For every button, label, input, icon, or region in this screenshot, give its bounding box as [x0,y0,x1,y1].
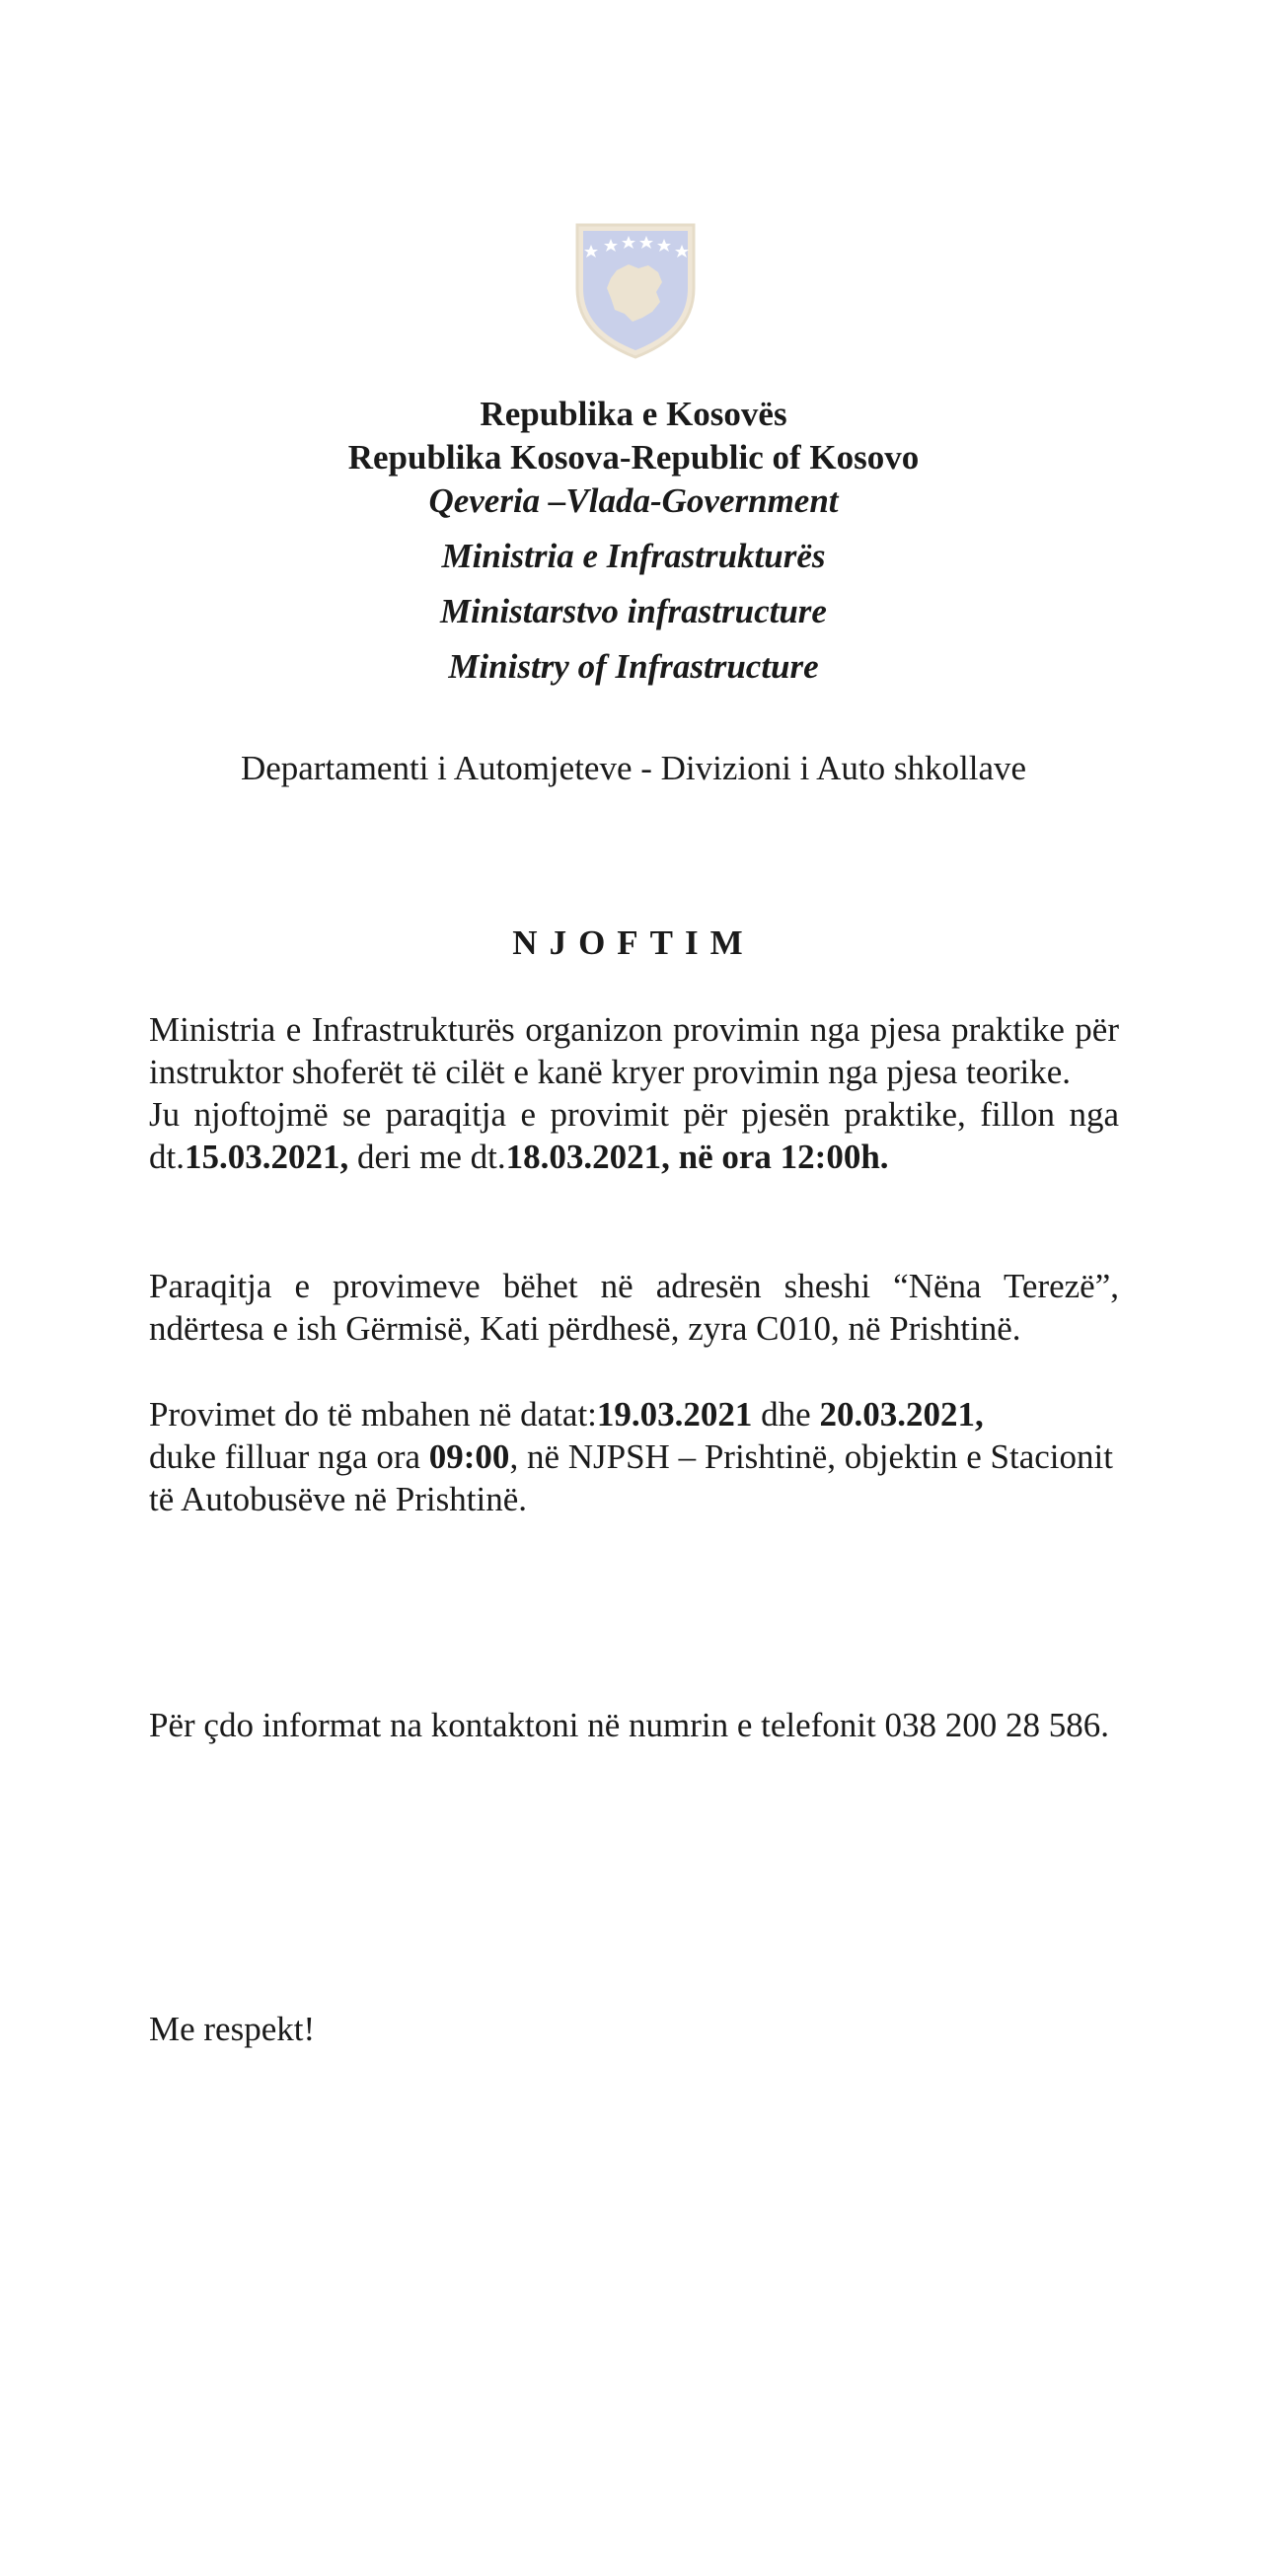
registration-date-end: 18.03.2021, në ora 12:00h. [505,1138,889,1176]
kosovo-coat-of-arms-icon [569,219,702,361]
closing-salutation: Me respekt! [149,2010,316,2048]
contact-text: Për çdo informat na kontaktoni në numrin e telefonit 038 200 28 586. [149,1706,1109,1744]
header-government: Qeveria –Vlada-Government [428,481,839,520]
exam-time: 09:00 [428,1437,510,1476]
exam-date-1: 19.03.2021 [596,1395,753,1434]
exam-dates-mid: dhe [752,1395,820,1434]
header-republic-multilingual: Republika Kosova-Republic of Kosovo [347,438,920,477]
exam-dates-pre: Provimet do të mbahen në datat: [149,1395,597,1434]
exam-date-2: 20.03.2021, [819,1395,984,1434]
department-line: Departamenti i Automjeteve - Divizioni i Auto shkollave [240,749,1027,787]
exam-location-text: , në NJPSH – Prishtinë, objektin e Stacionit të Autobusëve në Prishtinë. [149,1437,1113,1518]
paragraph-announcement [149,1008,1119,1178]
exam-dates-line [149,1393,1119,1435]
registration-date-start: 15.03.2021, [184,1138,349,1176]
header-ministry-english: Ministry of Infrastructure [448,647,819,686]
registration-text-mid: deri me dt. [348,1138,506,1176]
paragraph-address-text: Paraqitja e provimeve bëhet në adresën sheshi “Nëna Terezë”, ndërtesa e ish Gërmisë, Kati përdhesë, zyra C010, në Prishtinë. [149,1267,1119,1348]
header-ministry-serbian: Ministarstvo infrastructure [440,592,827,630]
paragraph-registration-dates [149,1093,1119,1178]
paragraph-announcement-text: Ministria e Infrastrukturës organizon provimin nga pjesa praktike për instruktor shoferët të cilët e kanë kryer provimin nga pjesa teorike. [149,1010,1119,1091]
header-republic-albanian: Republika e Kosovës [480,395,787,433]
registration-text-pre: Ju njoftojmë se paraqitja e provimit për pjesën praktike, fillon nga dt. [149,1095,1119,1176]
exam-location-line [149,1435,1119,1520]
paragraph-exam-dates [149,1393,1119,1520]
paragraph-contact [149,1704,1119,1746]
exam-time-pre: duke filluar nga ora [149,1437,429,1476]
paragraph-address [149,1265,1119,1350]
document-title: NJOFTIM [512,923,755,962]
header-ministry-albanian: Ministria e Infrastrukturës [441,537,826,575]
